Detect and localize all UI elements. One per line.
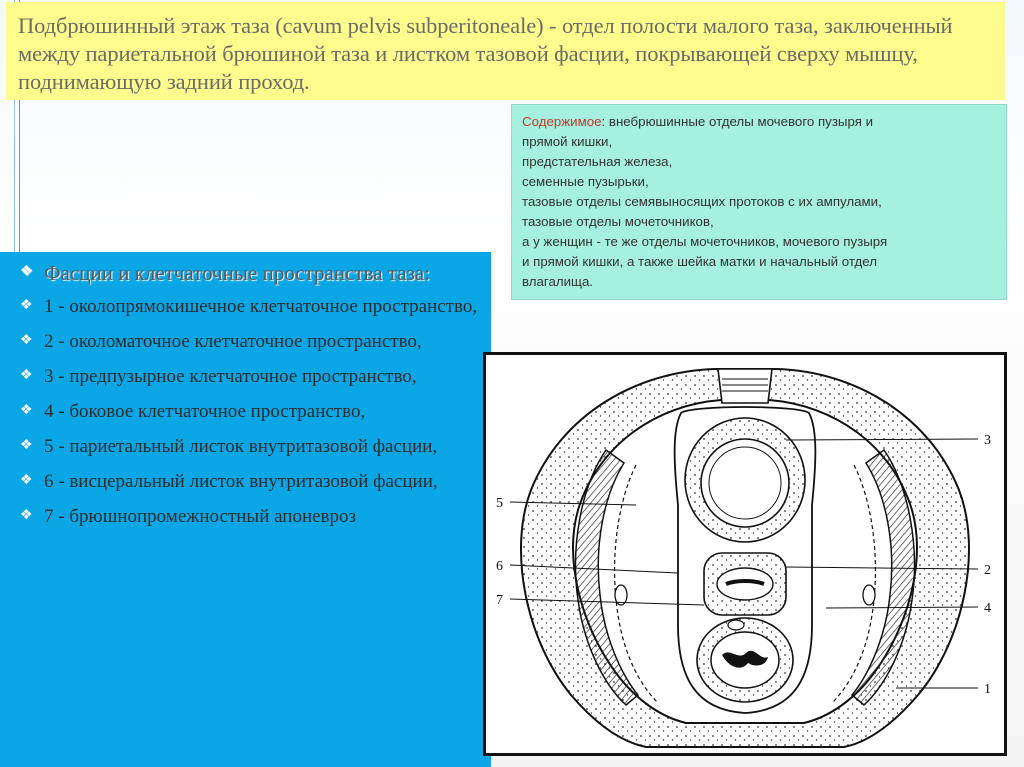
contents-line: предстательная железа, (522, 154, 673, 169)
contents-line: тазовые отделы семявыносящих протоков с их ампулами, (522, 194, 882, 209)
contents-line: тазовые отделы мочеточников, (522, 214, 714, 229)
fig-label-1: 1 (984, 682, 991, 697)
contents-line: влагалища. (522, 274, 594, 289)
list-item: ❖ 2 - околоматочное клетчаточное пространство, (20, 331, 422, 352)
pelvis-diagram-svg (486, 355, 1004, 753)
list-item: ❖ 6 - висцеральный листок внутритазовой фасции, (20, 471, 438, 492)
contents-line: прямой кишки, (522, 134, 613, 149)
title-box (6, 2, 1005, 100)
bullet-icon: ❖ (20, 264, 33, 279)
contents-line: и прямой кишки, а также шейка матки и начальный отдел (522, 254, 877, 269)
symphysis (718, 369, 772, 403)
fig-label-2: 2 (984, 563, 991, 578)
contents-line-first (522, 112, 998, 132)
fig-label-4: 4 (984, 601, 991, 616)
list-item: ❖ 3 - предпузырное клетчаточное пространство, (20, 366, 417, 387)
list-item: ❖ 5 - париетальный листок внутритазовой фасции, (20, 436, 438, 457)
contents-line: : внебрюшинные отделы мочевого пузыря и (601, 114, 874, 129)
slide-title: Подбрюшинный этаж таза (cavum pelvis subperitoneale) - отдел полости малого таза, заключенный между париетальной брюшиной таза и листком тазовой фасции, покрывающей сверху мышцу, поднимающую задний проход. (18, 13, 953, 94)
bullet-icon: ❖ (20, 368, 33, 383)
fascia-list (20, 260, 485, 539)
contents-box (511, 104, 1007, 300)
fig-label-5: 5 (496, 496, 503, 511)
list-heading: ❖ Фасции и клетчаточные пространства таза: (20, 261, 431, 285)
list-item: ❖ 1 - околопрямокишечное клетчаточное пространство, (20, 296, 478, 317)
bullet-icon: ❖ (20, 438, 33, 453)
contents-label: Содержимое (522, 114, 602, 129)
contents-line: семенные пузырьки, (522, 174, 649, 189)
bullet-icon: ❖ (20, 403, 33, 418)
fig-label-7: 7 (496, 593, 503, 608)
bullet-icon: ❖ (20, 473, 33, 488)
fig-label-3: 3 (984, 433, 991, 448)
contents-line: а у женщин - те же отделы мочеточников, мочевого пузыря (522, 234, 888, 249)
pelvis-diagram (483, 352, 1007, 756)
bullet-icon: ❖ (20, 298, 33, 313)
fig-label-6: 6 (496, 559, 503, 574)
bladder-inner (701, 439, 789, 527)
list-item: ❖ 7 - брюшнопромежностный апоневроз (20, 506, 357, 527)
list-item: ❖ 4 - боковое клетчаточное пространство, (20, 401, 366, 422)
bullet-icon: ❖ (20, 333, 33, 348)
bullet-icon: ❖ (20, 508, 33, 523)
